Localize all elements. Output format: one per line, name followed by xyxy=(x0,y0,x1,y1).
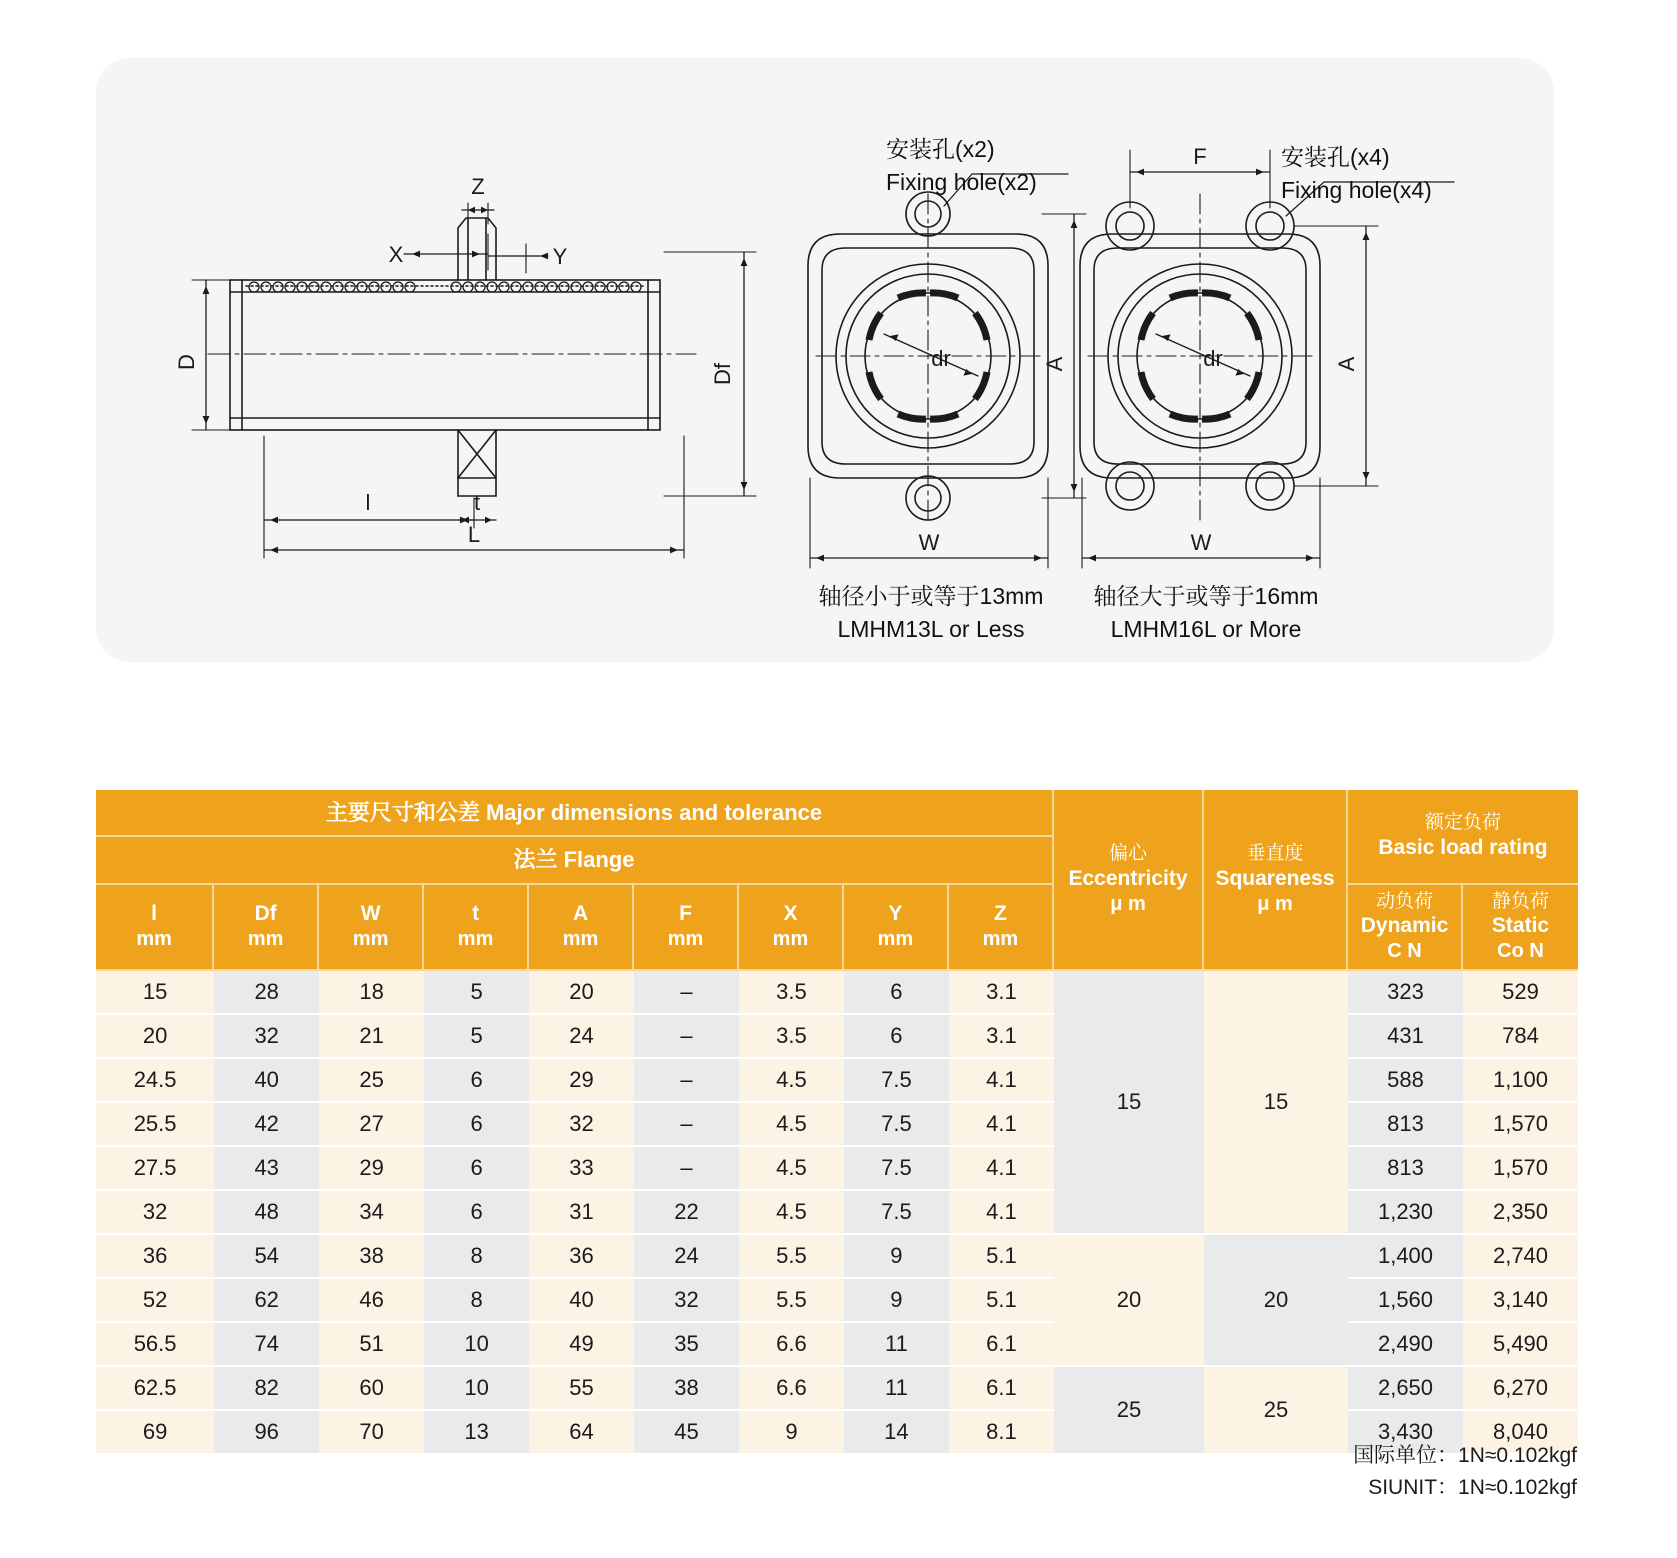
col-header-static xyxy=(1463,885,1578,971)
cell-a: 24 xyxy=(529,1015,634,1059)
cell-df: 42 xyxy=(214,1103,319,1147)
cell-f: – xyxy=(634,1103,739,1147)
cell-z: 3.1 xyxy=(949,971,1054,1015)
cell-df: 82 xyxy=(214,1367,319,1411)
table-row xyxy=(96,1367,1578,1411)
diagram-panel xyxy=(96,58,1554,662)
header-row-columns xyxy=(96,885,1578,971)
col-sym-z: Z xyxy=(994,902,1007,926)
col-header-df xyxy=(214,885,319,971)
col-static-unit: Co N xyxy=(1497,940,1544,963)
cell-a: 20 xyxy=(529,971,634,1015)
cell-a: 55 xyxy=(529,1367,634,1411)
cell-y: 6 xyxy=(844,1015,949,1059)
cell-squareness: 25 xyxy=(1204,1367,1348,1455)
cell-y: 7.5 xyxy=(844,1147,949,1191)
cell-dynamic: 813 xyxy=(1348,1103,1463,1147)
cell-df: 74 xyxy=(214,1323,319,1367)
header-squareness-unit: μ m xyxy=(1257,892,1293,915)
table-row xyxy=(96,971,1578,1015)
cell-static: 529 xyxy=(1463,971,1578,1015)
dim-label-y: Y xyxy=(552,244,568,269)
cell-df: 54 xyxy=(214,1235,319,1279)
cell-f: 38 xyxy=(634,1367,739,1411)
cell-df: 48 xyxy=(214,1191,319,1235)
col-header-dynamic xyxy=(1348,885,1463,971)
cell-y: 9 xyxy=(844,1235,949,1279)
table-row xyxy=(96,1147,1578,1191)
dim-label-dr-left: dr xyxy=(931,346,951,371)
col-unit-y: mm xyxy=(877,928,914,951)
table-row xyxy=(96,1103,1578,1147)
cell-x: 6.6 xyxy=(739,1367,844,1411)
cell-t: 13 xyxy=(424,1411,529,1455)
cell-l: 52 xyxy=(96,1279,214,1323)
cell-static: 6,270 xyxy=(1463,1367,1578,1411)
cell-x: 9 xyxy=(739,1411,844,1455)
col-static-en: Static xyxy=(1491,914,1550,938)
cell-a: 64 xyxy=(529,1411,634,1455)
caption-lmhm16l: 轴径大于或等于16mm LMHM16L or More xyxy=(1093,583,1319,642)
col-dynamic-unit: C N xyxy=(1387,940,1422,963)
cell-w: 46 xyxy=(319,1279,424,1323)
header-squareness-en: Squareness xyxy=(1215,866,1335,890)
cell-dynamic: 813 xyxy=(1348,1147,1463,1191)
cell-z: 6.1 xyxy=(949,1323,1054,1367)
cell-dynamic: 323 xyxy=(1348,971,1463,1015)
dim-label-df: Df xyxy=(710,363,735,385)
cell-x: 6.6 xyxy=(739,1323,844,1367)
cell-f: – xyxy=(634,1059,739,1103)
cell-df: 32 xyxy=(214,1015,319,1059)
cell-static: 1,570 xyxy=(1463,1103,1578,1147)
cell-t: 5 xyxy=(424,971,529,1015)
unit-note-cn: 国际单位：1N≈0.102kgf xyxy=(1353,1444,1577,1467)
dim-label-w-left: W xyxy=(918,530,940,555)
table-row xyxy=(96,1279,1578,1323)
col-header-f xyxy=(634,885,739,971)
cell-w: 34 xyxy=(319,1191,424,1235)
dim-label-a-left: A xyxy=(1042,356,1067,372)
cell-static: 2,740 xyxy=(1463,1235,1578,1279)
cell-dynamic: 431 xyxy=(1348,1015,1463,1059)
cell-w: 51 xyxy=(319,1323,424,1367)
cell-l: 56.5 xyxy=(96,1323,214,1367)
cell-w: 29 xyxy=(319,1147,424,1191)
cell-a: 40 xyxy=(529,1279,634,1323)
cell-df: 43 xyxy=(214,1147,319,1191)
col-unit-w: mm xyxy=(352,928,389,951)
table-header xyxy=(96,790,1578,971)
cell-dynamic: 3,430 xyxy=(1348,1411,1463,1455)
cell-l: 36 xyxy=(96,1235,214,1279)
col-sym-w: W xyxy=(360,902,381,926)
cell-dynamic: 2,490 xyxy=(1348,1323,1463,1367)
cell-y: 7.5 xyxy=(844,1059,949,1103)
header-row-group xyxy=(96,790,1578,837)
cell-dynamic: 1,400 xyxy=(1348,1235,1463,1279)
cell-dynamic: 2,650 xyxy=(1348,1367,1463,1411)
header-eccentricity xyxy=(1054,790,1204,971)
dim-label-l-big: L xyxy=(467,522,481,547)
cell-f: – xyxy=(634,1147,739,1191)
cell-x: 3.5 xyxy=(739,1015,844,1059)
col-header-x xyxy=(739,885,844,971)
specification-table xyxy=(96,790,1578,1455)
header-flange: 法兰 Flange xyxy=(96,837,1054,884)
cell-df: 96 xyxy=(214,1411,319,1455)
header-eccentricity-en: Eccentricity xyxy=(1068,866,1188,890)
col-unit-t: mm xyxy=(457,928,494,951)
col-unit-df: mm xyxy=(247,928,284,951)
col-dynamic-en: Dynamic xyxy=(1360,914,1449,938)
cell-squareness: 20 xyxy=(1204,1235,1348,1367)
cell-x: 5.5 xyxy=(739,1279,844,1323)
col-dynamic-cn: 动负荷 xyxy=(1375,890,1433,912)
cell-df: 62 xyxy=(214,1279,319,1323)
cell-static: 5,490 xyxy=(1463,1323,1578,1367)
cell-f: – xyxy=(634,971,739,1015)
col-sym-f: F xyxy=(679,902,692,926)
table-body xyxy=(96,971,1578,1455)
cell-static: 8,040 xyxy=(1463,1411,1578,1455)
col-sym-t: t xyxy=(472,902,480,926)
col-header-l xyxy=(96,885,214,971)
cell-a: 36 xyxy=(529,1235,634,1279)
cell-z: 4.1 xyxy=(949,1103,1054,1147)
col-unit-f: mm xyxy=(667,928,704,951)
table-row xyxy=(96,1059,1578,1103)
header-squareness xyxy=(1204,790,1348,971)
cell-l: 27.5 xyxy=(96,1147,214,1191)
cell-y: 14 xyxy=(844,1411,949,1455)
cell-w: 18 xyxy=(319,971,424,1015)
cell-t: 6 xyxy=(424,1059,529,1103)
col-unit-l: mm xyxy=(136,928,172,951)
cell-a: 29 xyxy=(529,1059,634,1103)
cell-z: 4.1 xyxy=(949,1191,1054,1235)
fixing-hole-x4-annotation: 安装孔(x4) Fixing hole(x4) xyxy=(1281,144,1432,203)
cell-t: 6 xyxy=(424,1147,529,1191)
cell-y: 11 xyxy=(844,1367,949,1411)
table-row xyxy=(96,1323,1578,1367)
cell-eccentricity: 15 xyxy=(1054,971,1204,1235)
dim-label-f: F xyxy=(1193,144,1207,169)
col-static-cn: 静负荷 xyxy=(1491,890,1549,912)
cell-a: 33 xyxy=(529,1147,634,1191)
caption-lmhm13l: 轴径小于或等于13mm LMHM13L or Less xyxy=(818,583,1044,642)
cell-dynamic: 588 xyxy=(1348,1059,1463,1103)
cell-w: 70 xyxy=(319,1411,424,1455)
cell-w: 60 xyxy=(319,1367,424,1411)
cell-l: 15 xyxy=(96,971,214,1015)
cell-z: 6.1 xyxy=(949,1367,1054,1411)
col-sym-x: X xyxy=(783,902,798,926)
col-unit-x: mm xyxy=(772,928,809,951)
cell-l: 20 xyxy=(96,1015,214,1059)
header-eccentricity-cn: 偏心 xyxy=(1108,843,1147,865)
cell-t: 8 xyxy=(424,1235,529,1279)
col-header-z xyxy=(949,885,1054,971)
cell-f: 24 xyxy=(634,1235,739,1279)
table-row xyxy=(96,1191,1578,1235)
fixing-hole-x2-annotation: 安装孔(x2) Fixing hole(x2) xyxy=(886,136,1037,195)
cell-df: 28 xyxy=(214,971,319,1015)
cell-y: 7.5 xyxy=(844,1191,949,1235)
cell-z: 5.1 xyxy=(949,1279,1054,1323)
col-header-w xyxy=(319,885,424,971)
cell-f: 22 xyxy=(634,1191,739,1235)
cell-eccentricity: 25 xyxy=(1054,1367,1204,1455)
header-squareness-cn: 垂直度 xyxy=(1246,843,1304,865)
cell-w: 21 xyxy=(319,1015,424,1059)
cell-l: 25.5 xyxy=(96,1103,214,1147)
cell-z: 4.1 xyxy=(949,1059,1054,1103)
cell-z: 3.1 xyxy=(949,1015,1054,1059)
cell-dynamic: 1,230 xyxy=(1348,1191,1463,1235)
cell-x: 4.5 xyxy=(739,1103,844,1147)
cell-t: 10 xyxy=(424,1367,529,1411)
col-sym-y: Y xyxy=(888,902,903,926)
cell-w: 38 xyxy=(319,1235,424,1279)
header-load-en: Basic load rating xyxy=(1378,836,1548,860)
cell-static: 784 xyxy=(1463,1015,1578,1059)
col-unit-z: mm xyxy=(982,928,1019,951)
cell-a: 49 xyxy=(529,1323,634,1367)
cell-squareness: 15 xyxy=(1204,971,1348,1235)
unit-conversion-note xyxy=(1353,1440,1577,1503)
dim-label-x: X xyxy=(388,242,404,267)
col-sym-l: l xyxy=(151,902,158,926)
dim-label-dr-right: dr xyxy=(1203,346,1223,371)
cell-f: 45 xyxy=(634,1411,739,1455)
cell-x: 4.5 xyxy=(739,1059,844,1103)
header-load-cn: 额定负荷 xyxy=(1424,812,1501,834)
cell-z: 4.1 xyxy=(949,1147,1054,1191)
cell-x: 3.5 xyxy=(739,971,844,1015)
cell-z: 5.1 xyxy=(949,1235,1054,1279)
cell-t: 6 xyxy=(424,1191,529,1235)
cell-l: 32 xyxy=(96,1191,214,1235)
cell-f: 35 xyxy=(634,1323,739,1367)
cell-eccentricity: 20 xyxy=(1054,1235,1204,1367)
dim-label-d: D xyxy=(174,354,199,370)
dim-label-t: t xyxy=(473,490,481,515)
cell-z: 8.1 xyxy=(949,1411,1054,1455)
cell-a: 32 xyxy=(529,1103,634,1147)
cell-l: 62.5 xyxy=(96,1367,214,1411)
table-row xyxy=(96,1235,1578,1279)
cell-x: 5.5 xyxy=(739,1235,844,1279)
cell-w: 27 xyxy=(319,1103,424,1147)
cell-t: 6 xyxy=(424,1103,529,1147)
cell-y: 6 xyxy=(844,971,949,1015)
cell-t: 5 xyxy=(424,1015,529,1059)
cell-f: 32 xyxy=(634,1279,739,1323)
col-header-y xyxy=(844,885,949,971)
col-sym-a: A xyxy=(572,902,589,926)
cell-w: 25 xyxy=(319,1059,424,1103)
dim-label-a-right: A xyxy=(1334,356,1359,372)
cell-y: 7.5 xyxy=(844,1103,949,1147)
header-basic-load-rating xyxy=(1348,790,1578,885)
cell-t: 8 xyxy=(424,1279,529,1323)
cell-a: 31 xyxy=(529,1191,634,1235)
header-major-dimensions: 主要尺寸和公差 Major dimensions and tolerance xyxy=(96,790,1054,837)
cell-y: 9 xyxy=(844,1279,949,1323)
cell-l: 24.5 xyxy=(96,1059,214,1103)
dim-label-l-small: l xyxy=(365,490,371,515)
cell-x: 4.5 xyxy=(739,1191,844,1235)
dim-label-w-right: W xyxy=(1190,530,1212,555)
dim-label-z: Z xyxy=(471,174,485,199)
cell-t: 10 xyxy=(424,1323,529,1367)
table-row xyxy=(96,1015,1578,1059)
cell-static: 1,570 xyxy=(1463,1147,1578,1191)
cell-static: 1,100 xyxy=(1463,1059,1578,1103)
header-eccentricity-unit: μ m xyxy=(1110,892,1146,915)
cell-l: 69 xyxy=(96,1411,214,1455)
cell-df: 40 xyxy=(214,1059,319,1103)
cell-f: – xyxy=(634,1015,739,1059)
col-header-a xyxy=(529,885,634,971)
cell-static: 2,350 xyxy=(1463,1191,1578,1235)
cell-y: 11 xyxy=(844,1323,949,1367)
cell-x: 4.5 xyxy=(739,1147,844,1191)
cell-dynamic: 1,560 xyxy=(1348,1279,1463,1323)
cell-static: 3,140 xyxy=(1463,1279,1578,1323)
col-unit-a: mm xyxy=(562,928,599,951)
col-header-t xyxy=(424,885,529,971)
unit-note-en: SIUNIT：1N≈0.102kgf xyxy=(1368,1475,1577,1499)
col-sym-df: Df xyxy=(254,902,277,926)
